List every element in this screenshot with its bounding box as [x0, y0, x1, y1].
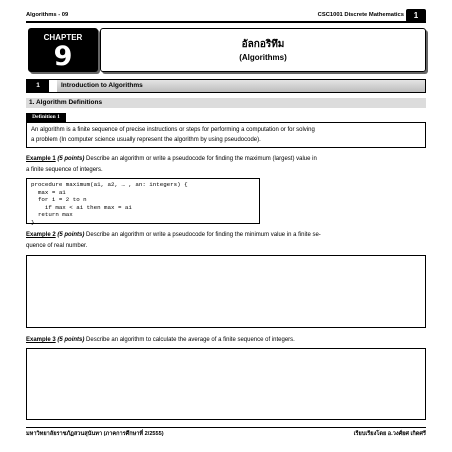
code-line: if max < ai then max = ai: [31, 203, 132, 211]
example-1-label: Example 1: [26, 156, 56, 162]
footer-left: มหาวิทยาลัยราชภัฏสวนสุนันทา (ภาคการศึกษาที่ 2/2555): [26, 431, 164, 437]
definition-tag: Definition 1: [26, 113, 66, 122]
code-line: procedure maximum(a1, a2, … , an: integers) {: [31, 181, 188, 188]
example-2-label: Example 2: [26, 232, 56, 238]
footer-right: เรียบเรียงโดย อ.วงศ์ยศ เกิดศรี: [353, 431, 426, 437]
definition-line-2: a problem (In computer science usually represent the algorithm by using pseudocode).: [31, 137, 261, 143]
example-1: [26, 154, 426, 176]
example-2-text-cont: quence of real number.: [26, 243, 88, 249]
footer-rule: [26, 427, 426, 428]
footer: [26, 430, 426, 438]
example-2-points: (5 points): [57, 232, 85, 238]
chapter-title-english: (Algorithms): [239, 53, 287, 62]
chapter-word: CHAPTER: [43, 33, 83, 42]
section-title: Introduction to Algorithms: [57, 80, 425, 92]
example-1-text-cont: a finite sequence of integers.: [26, 167, 103, 173]
chapter-title-box: [100, 28, 426, 72]
code-line: return max: [31, 211, 73, 219]
running-header: [26, 9, 426, 21]
answer-box-3[interactable]: [26, 348, 426, 420]
chapter-title-thai: อัลกอริทึม: [241, 39, 285, 50]
example-2: [26, 230, 426, 252]
code-line: max = a1: [31, 188, 66, 196]
chapter-number: 9: [53, 41, 73, 72]
example-3-label: Example 3: [26, 337, 56, 343]
page-number: 1: [406, 9, 426, 22]
definition-line-1: An algorithm is a finite sequence of precise instructions or steps for performing a computation or for solving: [31, 127, 315, 133]
example-1-text: Describe an algorithm or write a pseudocode for finding the maximum (largest) value in: [84, 156, 317, 162]
answer-box-2[interactable]: [26, 255, 426, 328]
section-heading: [26, 79, 426, 93]
code-line: }: [31, 218, 35, 226]
definition-box: [26, 122, 426, 148]
subsection-heading: 1. Algorithm Definitions: [26, 98, 426, 108]
example-3: [26, 335, 426, 346]
code-line: for i = 2 to n: [31, 196, 87, 204]
example-3-text: Describe an algorithm to calculate the average of a finite sequence of integers.: [84, 337, 295, 343]
chapter-banner: [26, 28, 426, 74]
pseudocode-box: [26, 178, 260, 224]
header-rule: [26, 21, 426, 23]
example-2-text: Describe an algorithm or write a pseudocode for finding the minimum value in a finite se-: [84, 232, 321, 238]
example-1-points: (5 points): [57, 156, 85, 162]
section-number: 1: [27, 80, 49, 92]
header-left: Algorithms - 09: [26, 12, 69, 18]
chapter-badge: [28, 28, 98, 72]
example-3-points: (5 points): [57, 337, 85, 343]
header-right: CSC1001 Discrete Mathematics: [317, 12, 404, 18]
